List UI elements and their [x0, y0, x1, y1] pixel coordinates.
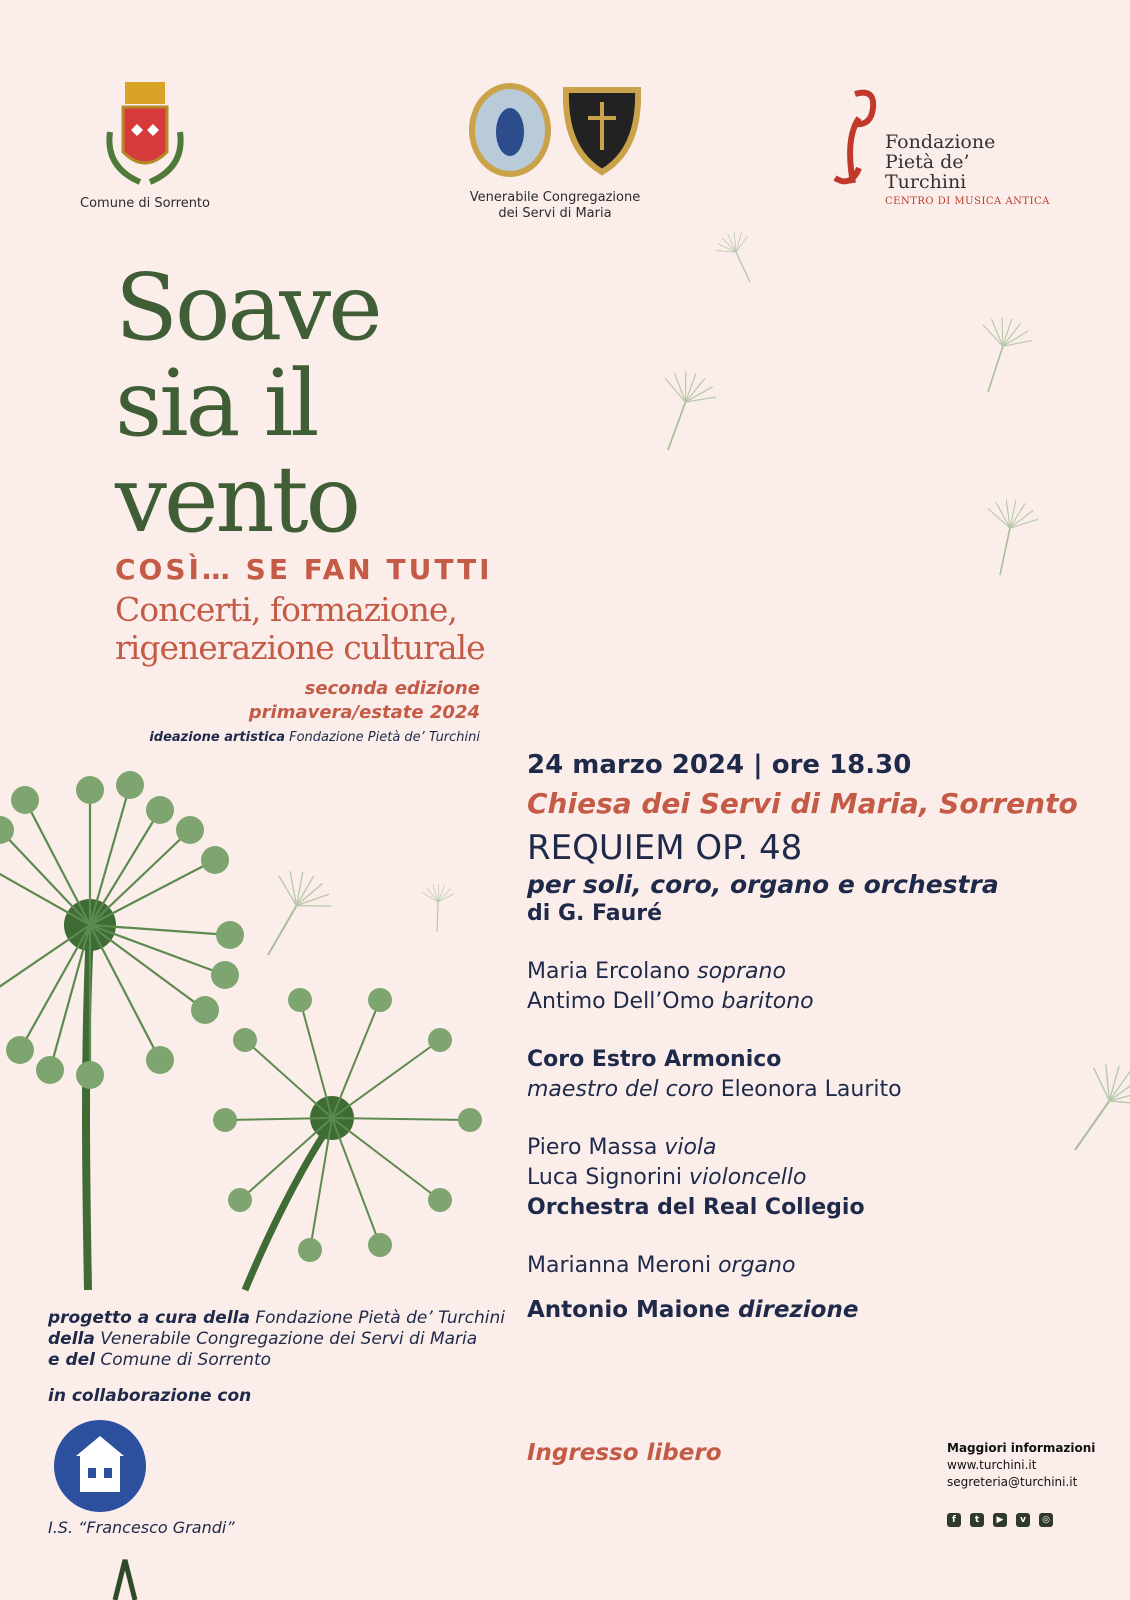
congregazione-caption [455, 190, 655, 222]
performer-violoncello: Luca Signorini violoncello [527, 1165, 807, 1190]
performer-viola: Piero Massa viola [527, 1135, 717, 1160]
fondazione-subtitle: CENTRO DI MUSICA ANTICA [885, 196, 1050, 207]
event-work: REQUIEM OP. 48 [527, 828, 803, 868]
info-email[interactable]: segreteria@turchini.it [947, 1475, 1078, 1489]
title-line-1: Soave [115, 254, 380, 361]
performer-organo: Marianna Meroni organo [527, 1253, 796, 1278]
sorrento-crest-icon [95, 82, 195, 192]
event-composer: di G. Fauré [527, 901, 663, 926]
title-line-2: sia il [115, 350, 317, 457]
congregazione-crest-icon [468, 80, 648, 180]
ideazione-label: ideazione artistica [149, 730, 285, 745]
dandelion-medium [213, 988, 482, 1290]
edition-line-1: seconda edizione [304, 678, 480, 699]
coro-name: Coro Estro Armonico [527, 1047, 782, 1072]
fondazione-name-2: Pietà de’ Turchini [885, 151, 970, 193]
performer-director: Antonio Maione direzione [527, 1297, 859, 1323]
fondazione-logo [825, 88, 1055, 207]
bottom-stem [115, 1560, 135, 1600]
performer-baritono: Antimo Dell’Omo baritono [527, 989, 814, 1014]
congregazione-caption-line1: Venerabile Congregazione [469, 190, 641, 205]
performers-list [527, 957, 1087, 1325]
orchestra-name: Orchestra del Real Collegio [527, 1195, 865, 1220]
sorrento-logo [95, 82, 195, 196]
congregazione-caption-line2: dei Servi di Maria [498, 206, 612, 221]
dandelion-large [0, 771, 244, 1290]
ingresso-libero: Ingresso libero [527, 1440, 722, 1466]
social-icons [947, 1507, 1062, 1527]
subtitle: COSÌ… SE FAN TUTTI [115, 553, 493, 586]
tagline-line-2: rigenerazione culturale [115, 628, 485, 667]
congregazione-logo [468, 80, 648, 184]
project-credits: progetto a cura della Fondazione Pietà de’ Turchini della Venerabile Congregazione dei Servi di Maria e del Comune di Sorrento [48, 1308, 505, 1370]
fondazione-clef-icon [825, 88, 885, 188]
facebook-icon[interactable]: f [947, 1513, 961, 1527]
vimeo-icon[interactable]: v [1016, 1513, 1030, 1527]
title-line-3: vento [115, 446, 359, 553]
event-work-subtitle: per soli, coro, organo e orchestra [527, 870, 999, 899]
coro-master: maestro del coro Eleonora Laurito [527, 1077, 902, 1102]
info-website[interactable]: www.turchini.it [947, 1458, 1037, 1472]
performer-soprano: Maria Ercolano soprano [527, 959, 786, 984]
event-venue: Chiesa dei Servi di Maria, Sorrento [527, 787, 1078, 820]
floating-seed [421, 883, 455, 932]
main-title [115, 254, 535, 553]
floating-seed [642, 364, 721, 459]
floating-seed [712, 227, 766, 290]
school-logo-icon [52, 1418, 148, 1514]
info-title: Maggiori informazioni [947, 1441, 1096, 1455]
info-block [947, 1440, 1095, 1491]
school-name: I.S. “Francesco Grandi” [48, 1518, 235, 1537]
ideazione-artistica [100, 730, 480, 745]
floating-seed [242, 861, 340, 970]
sorrento-caption: Comune di Sorrento [80, 196, 210, 211]
fondazione-name-1: Fondazione [885, 131, 996, 153]
floating-seed [975, 495, 1041, 581]
ideazione-value: Fondazione Pietà de’ Turchini [289, 730, 480, 745]
youtube-icon[interactable]: ▶ [993, 1513, 1007, 1527]
instagram-icon[interactable]: ◎ [1039, 1513, 1053, 1527]
floating-seed [964, 311, 1036, 400]
tagline-line-1: Concerti, formazione, [115, 590, 457, 629]
event-date: 24 marzo 2024 | ore 18.30 [527, 750, 912, 780]
twitter-icon[interactable]: t [970, 1513, 984, 1527]
edition-line-2: primavera/estate 2024 [248, 702, 480, 723]
collaboration-label: in collaborazione con [48, 1386, 252, 1406]
